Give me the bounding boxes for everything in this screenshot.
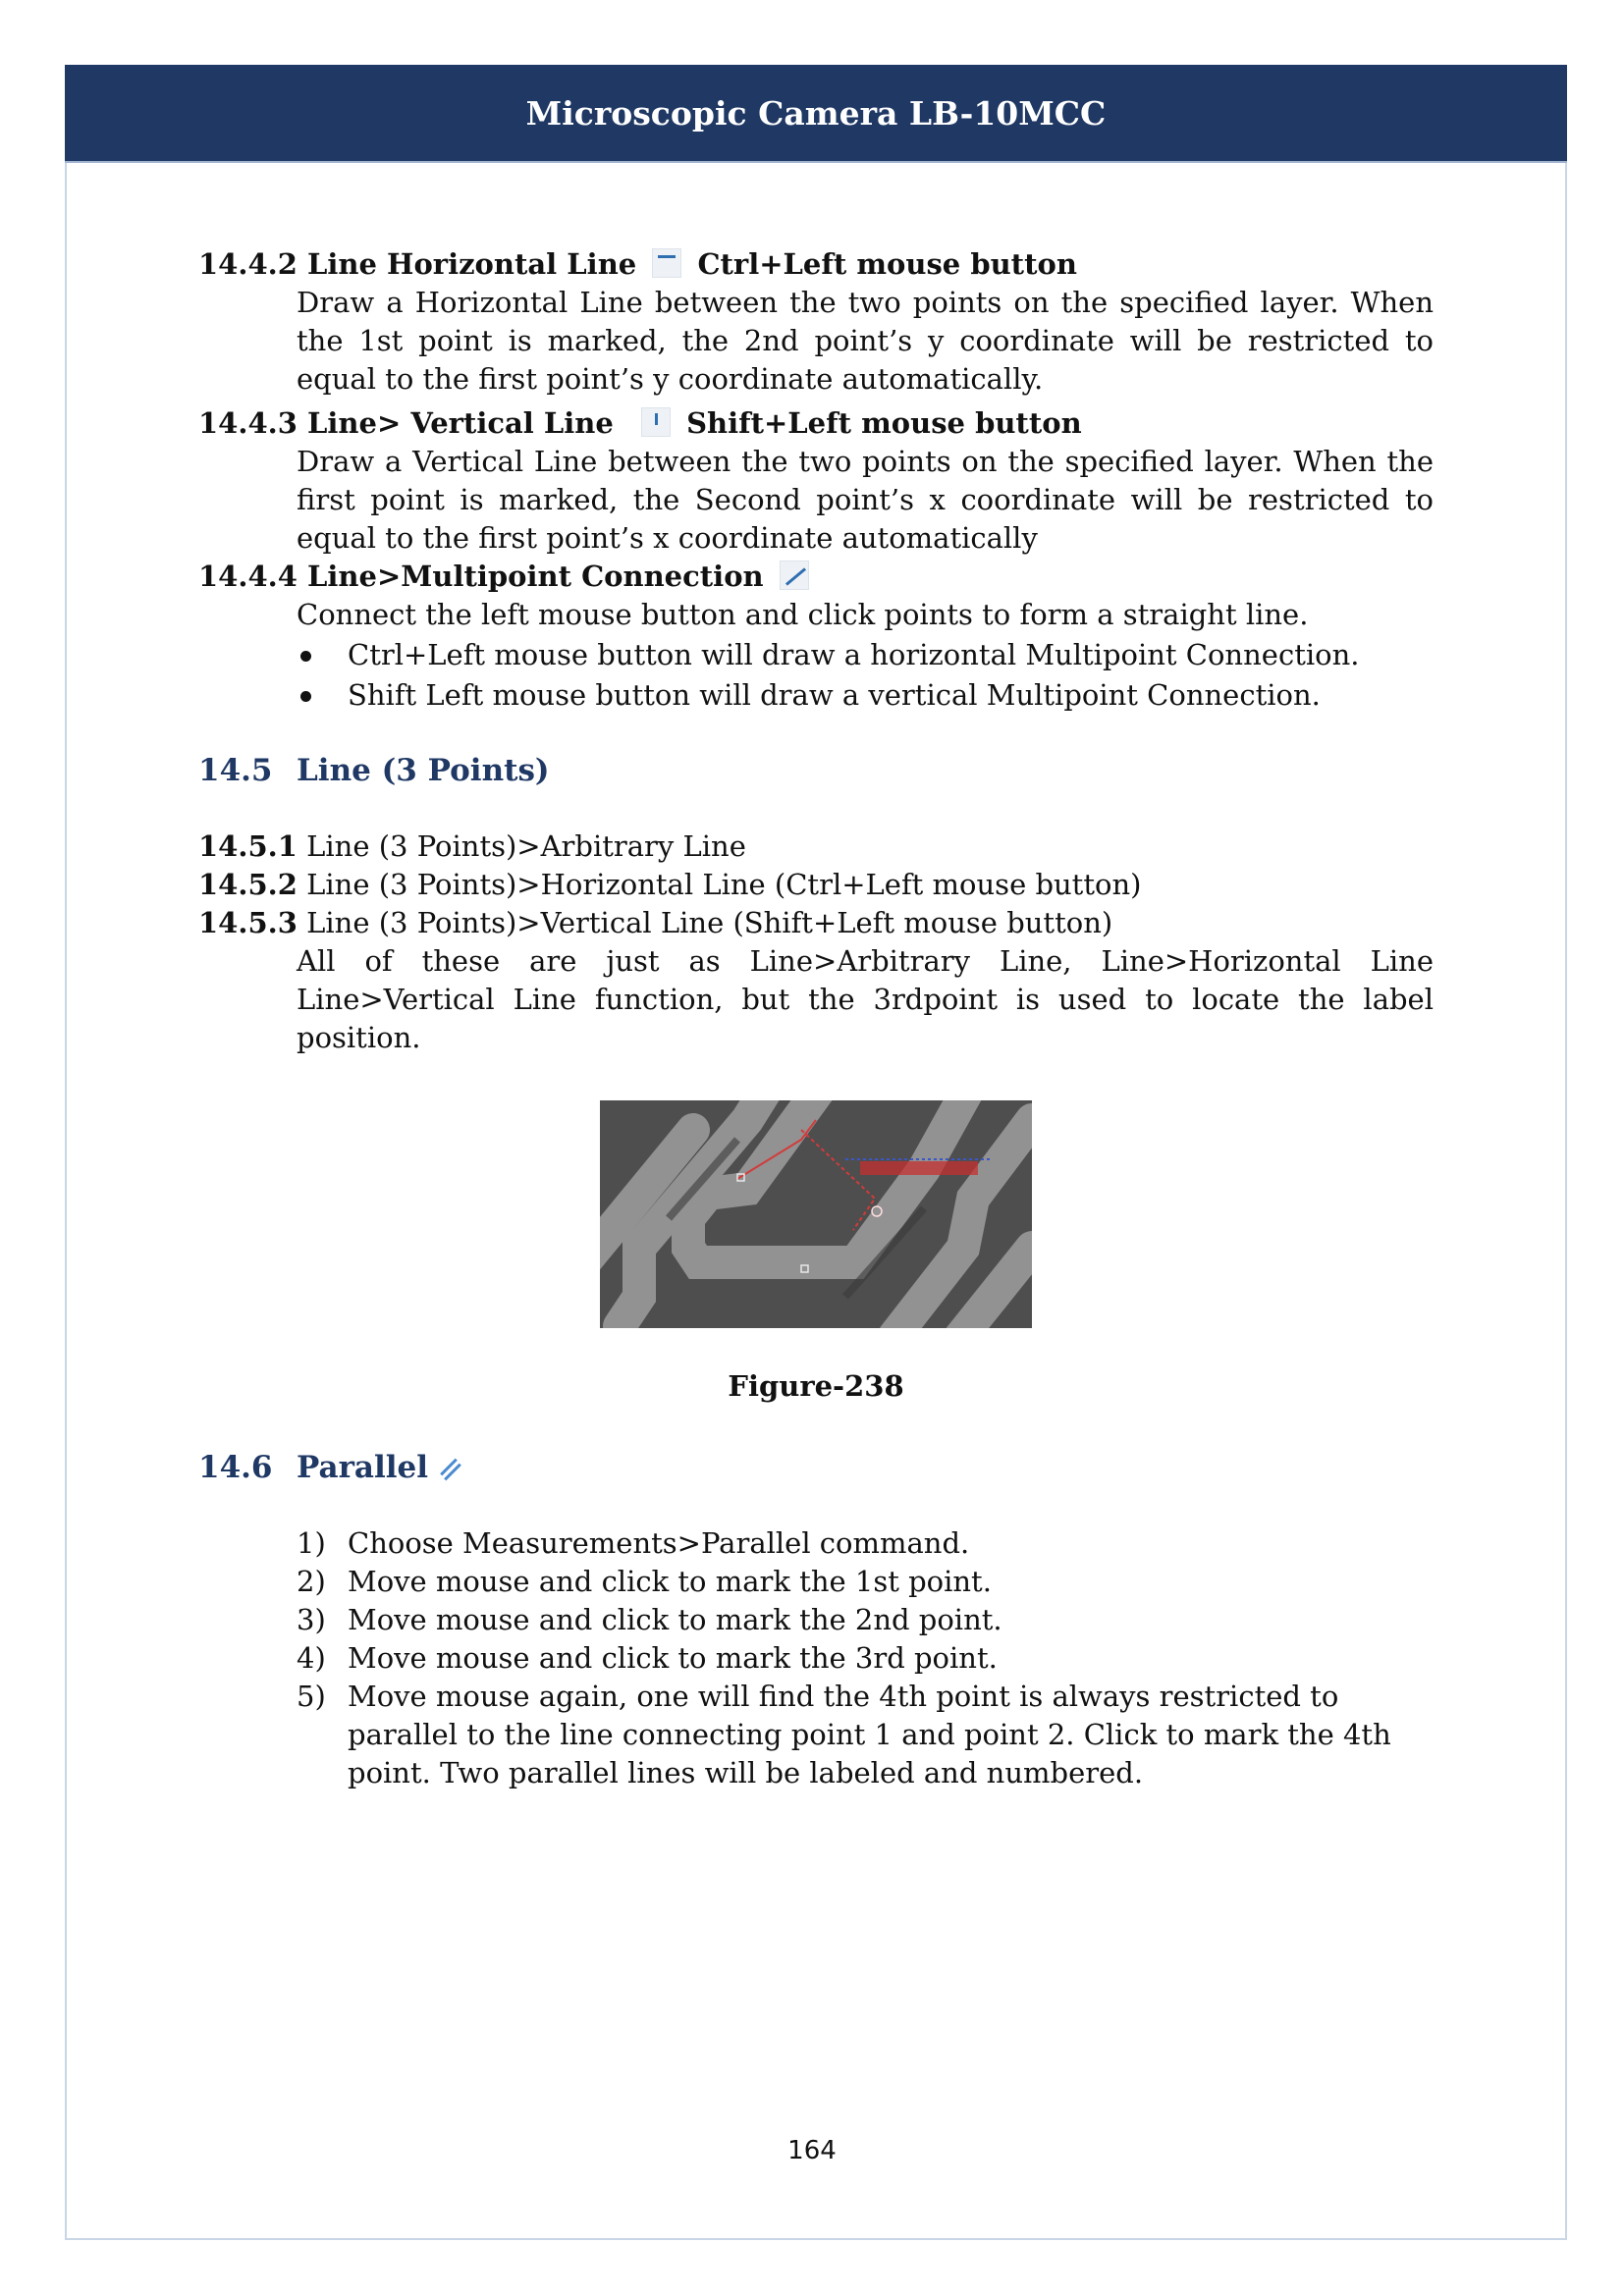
step-text: Move mouse again, one will find the 4th point is always restricted to parallel to the line connecting point 1 and point 2. Click to mark the 4th point. Two parallel lines will be labeled and numbered. (348, 1680, 1391, 1789)
step-text: Move mouse and click to mark the 1st point. (348, 1565, 992, 1598)
horizontal-line-icon (652, 248, 681, 278)
list-item (297, 1678, 1434, 1792)
document-title: Microscopic Camera LB-10MCC (525, 93, 1107, 133)
section-number: 14.4.4 (198, 560, 298, 593)
item-number: 14.5.2 (198, 868, 298, 901)
section-shortcut: Shift+Left mouse button (686, 406, 1082, 440)
section-number: 14.5 (198, 753, 273, 788)
section-heading-14-5 (198, 752, 1434, 790)
list-item: Shift Left mouse button will draw a vertical Multipoint Connection. (297, 676, 1434, 715)
section-heading-14-6 (198, 1449, 1434, 1487)
page-number: 164 (787, 2136, 837, 2165)
section-title: Line>Multipoint Connection (307, 560, 764, 593)
section-shortcut: Ctrl+Left mouse button (697, 247, 1077, 281)
section-title: Line Horizontal Line (307, 247, 637, 281)
step-text: Move mouse and click to mark the 2nd point. (348, 1603, 1002, 1636)
item-text: Line (3 Points)>Vertical Line (Shift+Left mouse button) (306, 906, 1113, 939)
step-number: 4) (297, 1641, 326, 1675)
step-number: 3) (297, 1603, 326, 1636)
multipoint-line-icon (780, 561, 809, 590)
section-body: Draw a Horizontal Line between the two points on the specified layer. When the 1st point is marked, the 2nd point’s y coordinate will be restricted to equal to the first point’s y coordinate automatically. (297, 286, 1434, 396)
step-number: 1) (297, 1526, 326, 1560)
header-bar (65, 65, 1567, 163)
parallel-line-icon (434, 1454, 463, 1483)
step-text: Choose Measurements>Parallel command. (348, 1526, 970, 1560)
section-title: Line> Vertical Line (307, 406, 614, 440)
section-title: Line (3 Points) (297, 753, 550, 788)
bullet-list (198, 636, 1434, 715)
item-text: Line (3 Points)>Horizontal Line (Ctrl+Left mouse button) (306, 868, 1142, 901)
microscope-image (600, 1100, 1032, 1328)
item-text: Line (3 Points)>Arbitrary Line (306, 829, 746, 863)
list-item (297, 1601, 1434, 1639)
section-title: Parallel (297, 1450, 429, 1485)
steps-list (198, 1524, 1434, 1792)
section-body: Connect the left mouse button and click points to form a straight line. (297, 598, 1309, 631)
section-number: 14.4.2 (198, 247, 298, 281)
list-item (198, 866, 1434, 904)
sub-items (198, 828, 1434, 942)
section-number: 14.6 (198, 1450, 273, 1485)
list-item: Ctrl+Left mouse button will draw a horizontal Multipoint Connection. (297, 636, 1434, 674)
item-number: 14.5.1 (198, 829, 298, 863)
step-text: Move mouse and click to mark the 3rd point. (348, 1641, 998, 1675)
figure-container (198, 1100, 1434, 1328)
vertical-line-icon (641, 407, 671, 437)
list-item (198, 828, 1434, 866)
circuit-trace-image (600, 1100, 1032, 1328)
section-number: 14.4.3 (198, 406, 298, 440)
section-heading-14-4-3 (198, 404, 1434, 443)
section-body: All of these are just as Line>Arbitrary Line, Line>Horizontal Line Line>Vertical Line function, but the 3rdpoint is used to locate the label position. (297, 944, 1434, 1054)
item-number: 14.5.3 (198, 906, 298, 939)
figure-caption: Figure-238 (728, 1369, 904, 1403)
list-item (297, 1563, 1434, 1601)
list-item (198, 904, 1434, 942)
step-number: 2) (297, 1565, 326, 1598)
list-item (297, 1639, 1434, 1678)
list-item (297, 1524, 1434, 1563)
section-heading-14-4-2 (198, 245, 1434, 284)
page-content (198, 245, 1434, 1792)
step-number: 5) (297, 1680, 326, 1713)
section-heading-14-4-4 (198, 558, 1434, 596)
section-body: Draw a Vertical Line between the two points on the specified layer. When the first point is marked, the Second point’s x coordinate will be restricted to equal to the first point’s x coordinate automatically (297, 445, 1434, 555)
